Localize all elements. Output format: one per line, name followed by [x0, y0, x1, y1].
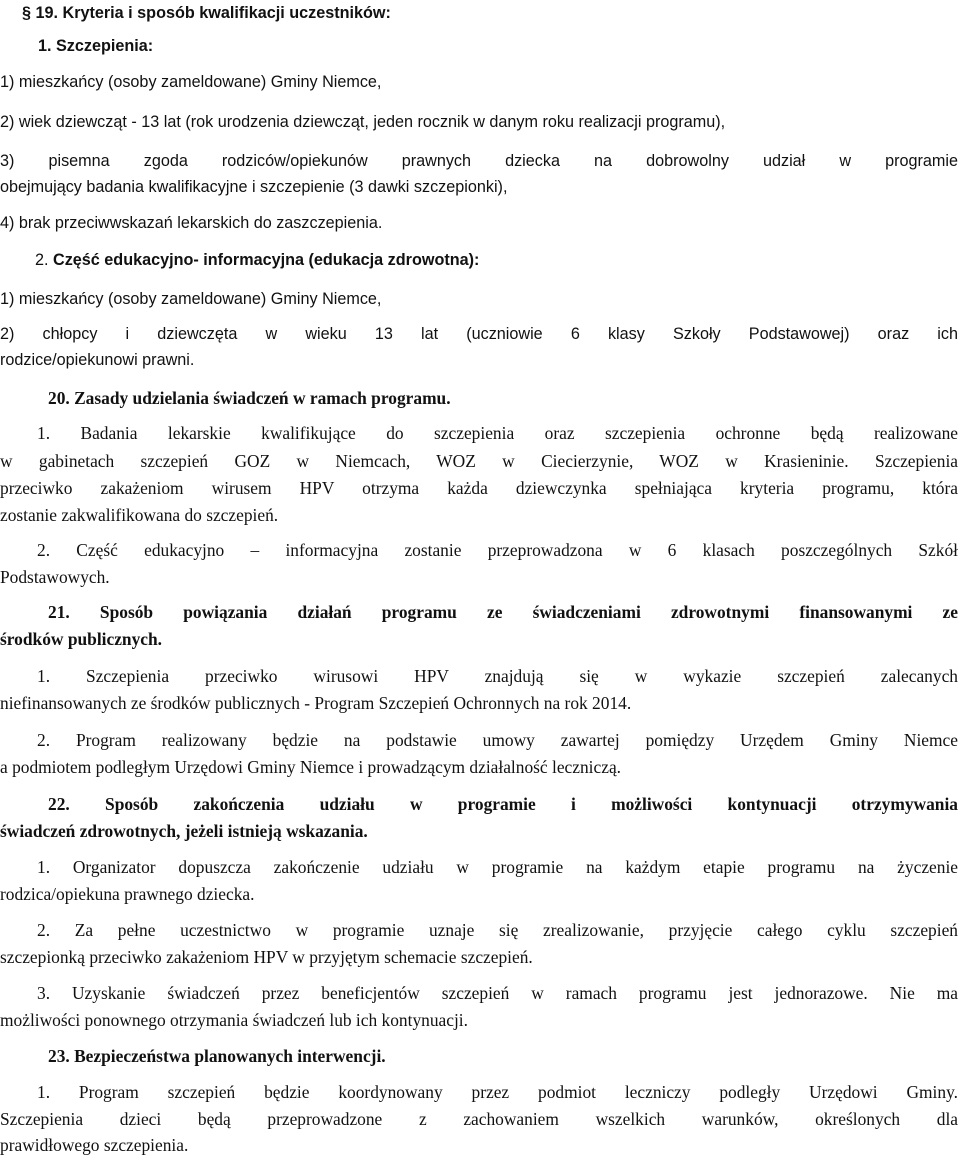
section-22-p2-line-1: 2. Za pełne uczestnictwo w programie uznaje się zrealizowanie, przyjęcie całego cyklu szczepień	[37, 920, 958, 940]
section-23-p1-line-3: prawidłowego szczepienia.	[0, 1135, 189, 1155]
section-20-p2-line-2: Podstawowych.	[0, 567, 110, 587]
section-20-p2-line-1: 2. Część edukacyjno – informacyjna zostanie przeprowadzona w 6 klasach poszczególnych Szkół	[37, 540, 958, 560]
section-19-item-3-line-1: 3) pisemna zgoda rodziców/opiekunów prawnych dziecka na dobrowolny udział w programie	[0, 152, 958, 170]
section-21-p2-line-1: 2. Program realizowany będzie na podstawie umowy zawartej pomiędzy Urzędem Gminy Niemce	[37, 730, 958, 750]
section-19-item-1: 1) mieszkańcy (osoby zameldowane) Gminy Niemce,	[0, 73, 382, 91]
section-21-heading-line-2: środków publicznych.	[0, 629, 163, 649]
section-19-item-3-line-2: obejmujący badania kwalifikacyjne i szczepienie (3 dawki szczepionki),	[0, 178, 508, 196]
section-22-heading-line-2: świadczeń zdrowotnych, jeżeli istnieją wskazania.	[0, 821, 368, 841]
section-23-heading: 23. Bezpieczeństwa planowanych interwencji.	[48, 1046, 386, 1066]
section-20-heading: 20. Zasady udzielania świadczeń w ramach programu.	[48, 388, 451, 408]
section-19-point-2-item-2-line-2: rodzice/opiekunowi prawni.	[0, 351, 195, 369]
section-19-point-2-title: Część edukacyjno- informacyjna (edukacja zdrowotna):	[53, 251, 480, 269]
section-19-point-2-item-2-line-1: 2) chłopcy i dziewczęta w wieku 13 lat (uczniowie 6 klasy Szkoły Podstawowej) oraz ich	[0, 325, 958, 343]
section-20-p1-line-2: w gabinetach szczepień GOZ w Niemcach, WOZ w Ciecierzynie, WOZ w Krasieninie. Szczepienia	[0, 451, 958, 471]
section-22-p2-line-2: szczepionką przeciwko zakażeniom HPV w przyjętym schemacie szczepień.	[0, 947, 533, 967]
section-21-heading-line-1: 21. Sposób powiązania działań programu ze świadczeniami zdrowotnymi finansowanymi ze	[48, 602, 958, 622]
section-21-p2-line-2: a podmiotem podległym Urzędowi Gminy Niemce i prowadzącym działalność leczniczą.	[0, 757, 622, 777]
section-19-heading: § 19. Kryteria i sposób kwalifikacji uczestników:	[22, 4, 391, 22]
section-19-point-2-number: 2.	[35, 251, 49, 269]
section-19-point-2	[35, 248, 479, 272]
section-21-p1-line-1: 1. Szczepienia przeciwko wirusowi HPV znajdują się w wykazie szczepień zalecanych	[37, 666, 958, 686]
section-19-point-1-title: 1. Szczepienia:	[38, 37, 154, 55]
section-23-p1-line-2: Szczepienia dzieci będą przeprowadzone z zachowaniem wszelkich warunków, określonych dla	[0, 1109, 958, 1129]
section-22-p1-line-2: rodzica/opiekuna prawnego dziecka.	[0, 884, 255, 904]
section-22-heading-line-1: 22. Sposób zakończenia udziału w programie i możliwości kontynuacji otrzymywania	[48, 794, 958, 814]
section-20-p1-line-3: przeciwko zakażeniom wirusem HPV otrzyma każda dziewczynka spełniająca kryteria programu, która	[0, 478, 958, 498]
section-23-p1-line-1: 1. Program szczepień będzie koordynowany przez podmiot leczniczy podległy Urzędowi Gminy.	[37, 1082, 958, 1102]
section-22-p1-line-1: 1. Organizator dopuszcza zakończenie udziału w programie na każdym etapie programu na życzenie	[37, 857, 958, 877]
section-22-p3-line-1: 3. Uzyskanie świadczeń przez beneficjentów szczepień w ramach programu jest jednorazowe. Nie ma	[37, 983, 958, 1003]
section-20-p1-line-4: zostanie zakwalifikowana do szczepień.	[0, 505, 279, 525]
section-22-p3-line-2: możliwości ponownego otrzymania świadczeń lub ich kontynuacji.	[0, 1010, 468, 1030]
section-19-point-2-item-1: 1) mieszkańcy (osoby zameldowane) Gminy Niemce,	[0, 290, 382, 308]
section-19-item-4: 4) brak przeciwwskazań lekarskich do zaszczepienia.	[0, 214, 383, 232]
section-20-p1-line-1: 1. Badania lekarskie kwalifikujące do szczepienia oraz szczepienia ochronne będą realizowane	[37, 423, 958, 443]
section-19-item-2: 2) wiek dziewcząt - 13 lat (rok urodzenia dziewcząt, jeden rocznik w danym roku realizacji programu),	[0, 113, 726, 131]
section-21-p1-line-2: niefinansowanych ze środków publicznych - Program Szczepień Ochronnych na rok 2014.	[0, 693, 632, 713]
